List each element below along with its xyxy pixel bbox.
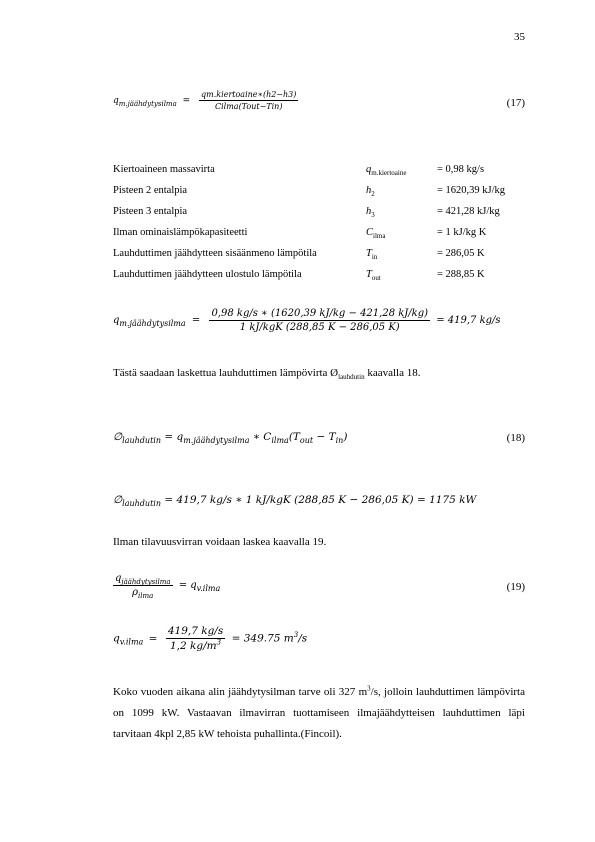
- variable-row: [113, 206, 533, 224]
- paragraph-volume-flow: Ilman tilavuusvirran voidaan laskea kaavalla 19.: [113, 536, 327, 548]
- eq17-lhs-sub: m.jäähdytysilma: [118, 99, 177, 108]
- eq17-numerator: qm.kiertoaine∗(h2−h3): [201, 90, 297, 99]
- variable-row: [113, 248, 533, 266]
- eq17-fraction: [199, 90, 298, 111]
- calc1-numerator: 0,98 kg/s ∗ (1620,39 kJ/kg − 421,28 kJ/kg): [211, 308, 429, 319]
- eq17-denominator: Cilma(Tout−Tin): [214, 102, 283, 111]
- variable-label: Kiertoaineen massavirta: [113, 164, 215, 175]
- page-number: 35: [514, 31, 525, 43]
- equation-number-19: (19): [506, 581, 525, 593]
- variable-row: [113, 185, 533, 203]
- variable-value: = 0,98 kg/s: [437, 164, 485, 175]
- eq19-numerator: $q_{jäähdytysilma}$: [115, 573, 171, 586]
- variable-row: [113, 227, 533, 245]
- variable-symbol: $h_2$: [366, 185, 375, 199]
- variable-symbol: $T_{out}$: [366, 269, 381, 283]
- variable-symbol: $T_{in}$: [366, 248, 378, 262]
- eq17-equals: =: [182, 96, 191, 106]
- variable-label: Ilman ominaislämpökapasiteetti: [113, 227, 248, 238]
- variable-label: Pisteen 2 entalpia: [113, 185, 188, 196]
- calc3-numerator: 419,7 kg/s: [167, 625, 224, 637]
- variable-value: = 421,28 kJ/kg: [437, 206, 500, 217]
- calc2-rhs: = 419,7 kg/s ∗ 1 kJ/kgK (288,85 K − 286,05 K) = 1175 kW: [164, 494, 477, 506]
- variable-label: Lauhduttimen jäähdytteen ulostulo lämpötila: [113, 269, 302, 280]
- equation-18: $\emptyset_{lauhdutin} = q_{m.jäähdytysilma}$ ∗ $C_{ilma}(T_{out} - T_{in})$: [113, 431, 348, 446]
- calc3-fraction: [166, 625, 225, 652]
- eq17-lhs: q: [113, 96, 119, 106]
- variable-symbol: $q_{m.kiertoaine}$: [366, 164, 407, 178]
- variable-label: Lauhduttimen jäähdytteen sisäänmeno lämpötila: [113, 248, 317, 259]
- eq19-denominator: $\rho_{ilma}$: [132, 587, 154, 600]
- calc3-result: = 349.75 m: [231, 632, 294, 645]
- variable-row: [113, 269, 533, 287]
- equation-number-18: (18): [506, 432, 525, 444]
- eq19-fraction: [113, 573, 173, 598]
- paragraph-conclusion: Koko vuoden aikana alin jäähdytysilman tarve oli 327 $m^3/s$, jolloin lauhduttimen lämpövirta on 1099 kW. Vastaavan ilmavirran tuottamiseen ilmajäähdytteisen lauhduttimen läpi tarvitaan 4kpl 2,85 kW tehoista puhallinta.(Fincoil).: [113, 684, 525, 740]
- equation-17: [113, 90, 301, 111]
- variable-symbol: $C_{ilma}$: [366, 227, 386, 241]
- calc1-result: = 419,7 kg/s: [436, 315, 501, 326]
- calculation-3: $q_{v.ilma}$ = $\frac{419,7 kg/s}{1,2 kg/m^3}$ = 349.75 $m^3/s$: [113, 625, 308, 652]
- calculation-2: $\emptyset_{lauhdutin} = 419,7$ kg/s ∗ 1 kJ/kgK (288,85 K − 286,05 K) = 1175 kW: [113, 494, 477, 509]
- calculation-1: $q_{m.jäähdytysilma}$ = $\frac{0,98 kg/s ∗ (1620,39 kJ/kg - 421,28 kJ/kg)}{\text{1 kJ/kgK (288,85 K − 286,05 K)}}$ = 419,7 kg/s: [113, 308, 501, 333]
- variable-symbol: $h_3$: [366, 206, 375, 220]
- paragraph-heat-flow: Tästä saadaan laskettua lauhduttimen lämpövirta $Ø_{lauhdutin}$ kaavalla 18.: [113, 367, 421, 382]
- variable-value: = 1620,39 kJ/kg: [437, 185, 506, 196]
- equation-number-17: (17): [506, 97, 525, 109]
- variable-label: Pisteen 3 entalpia: [113, 206, 188, 217]
- equation-19: $\frac{q_{jäähdytysilma}}{\rho_{ilma}}$ = $q_{v.ilma}$: [115, 573, 221, 600]
- variable-row: [113, 164, 533, 182]
- variable-value: = 288,85 K: [437, 269, 485, 280]
- calc1-fraction: [209, 308, 430, 333]
- variable-value: = 1 kJ/kg K: [437, 227, 487, 238]
- calc1-denominator: 1 kJ/kgK (288,85 K − 286,05 K): [239, 322, 400, 333]
- variable-value: = 286,05 K: [437, 248, 485, 259]
- calc3-denominator: 1,2 $kg/m^3$: [169, 638, 222, 652]
